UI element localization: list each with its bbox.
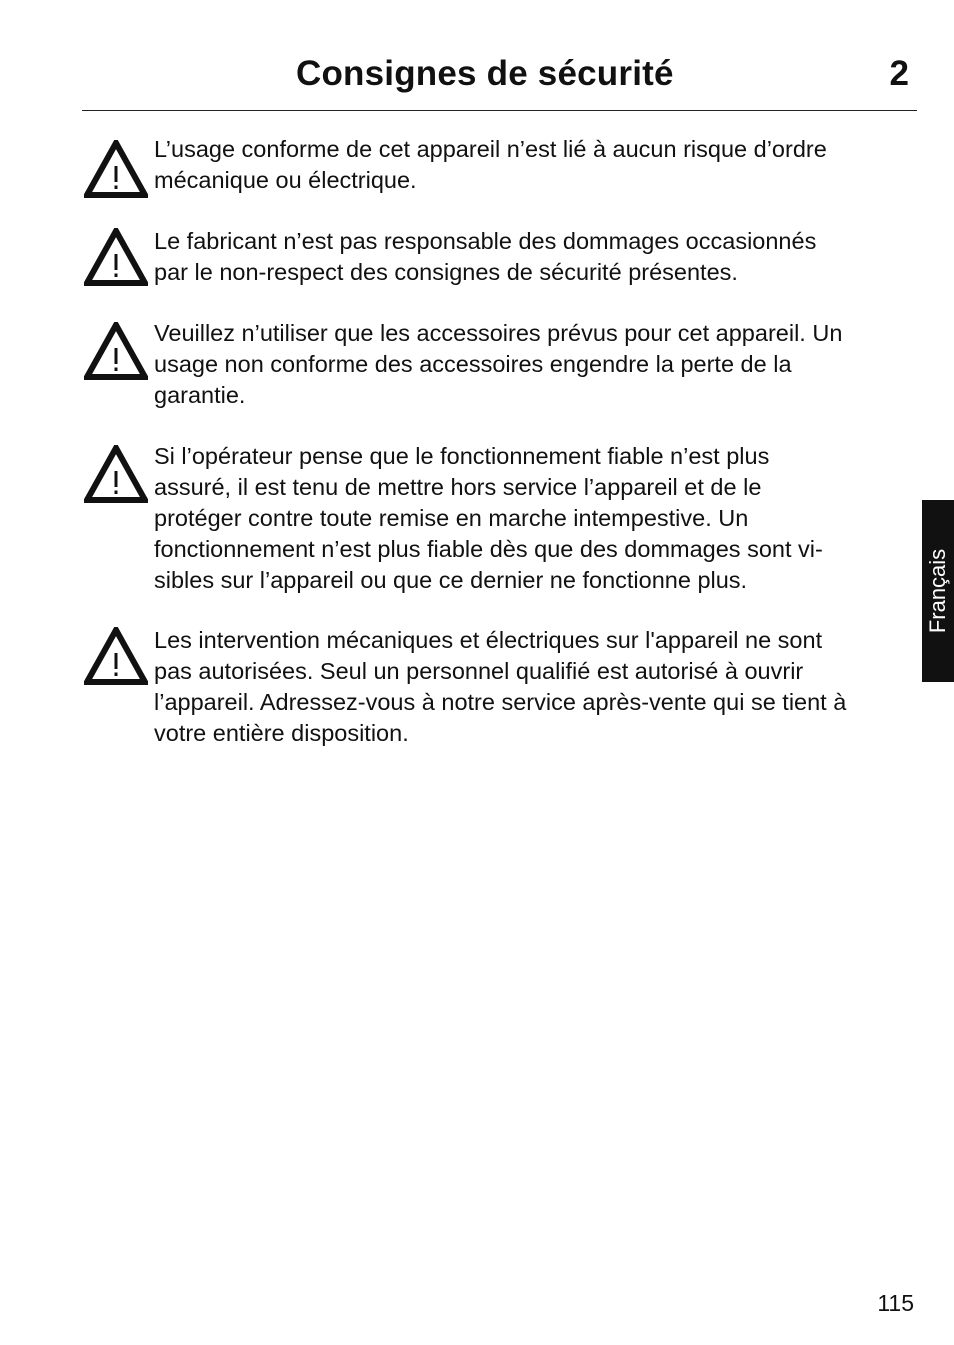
page-header xyxy=(82,50,917,111)
chapter-number: 2 xyxy=(889,54,909,93)
warning-triangle-icon xyxy=(84,627,148,685)
language-tab xyxy=(922,500,954,682)
warning-triangle-icon xyxy=(84,445,148,503)
warning-text: Veuillez n’utiliser que les accessoires prévus pour cet appareil. Un usage non conforme des accessoires engendre la perte de la garantie. xyxy=(154,320,843,408)
warning-text: L’usage conforme de cet appareil n’est lié à aucun risque d’ordre mécanique ou électrique. xyxy=(154,136,827,193)
warning-triangle-icon xyxy=(84,228,148,286)
warning-text: Le fabricant n’est pas responsable des dommages occasionnés par le non-respect des consignes de sécurité présentes. xyxy=(154,228,817,285)
page-title: Consignes de sécurité xyxy=(296,54,674,93)
warning-text: Les intervention mécaniques et électriques sur l'appareil ne sont pas autorisées. Seul un personnel qualifié est autorisé à ouvrir l’appareil. Adressez-vous à notre service après-vente qui se tient à votre entière disposition. xyxy=(154,627,847,746)
page-number: 115 xyxy=(877,1290,914,1316)
warning-triangle-icon xyxy=(84,140,148,198)
warning-text: Si l’opérateur pense que le fonctionnement fiable n’est plus assuré, il est tenu de mettre hors service l’appareil et de le protéger contre toute remise en marche intempestive. Un fonctionnement n’est plus fiable dès que des dommages sont vi- sibles sur l’appareil ou que ce dernier ne fonctionne plus. xyxy=(154,443,823,593)
warning-triangle-icon xyxy=(84,322,148,380)
language-tab-label: Français xyxy=(925,548,950,634)
